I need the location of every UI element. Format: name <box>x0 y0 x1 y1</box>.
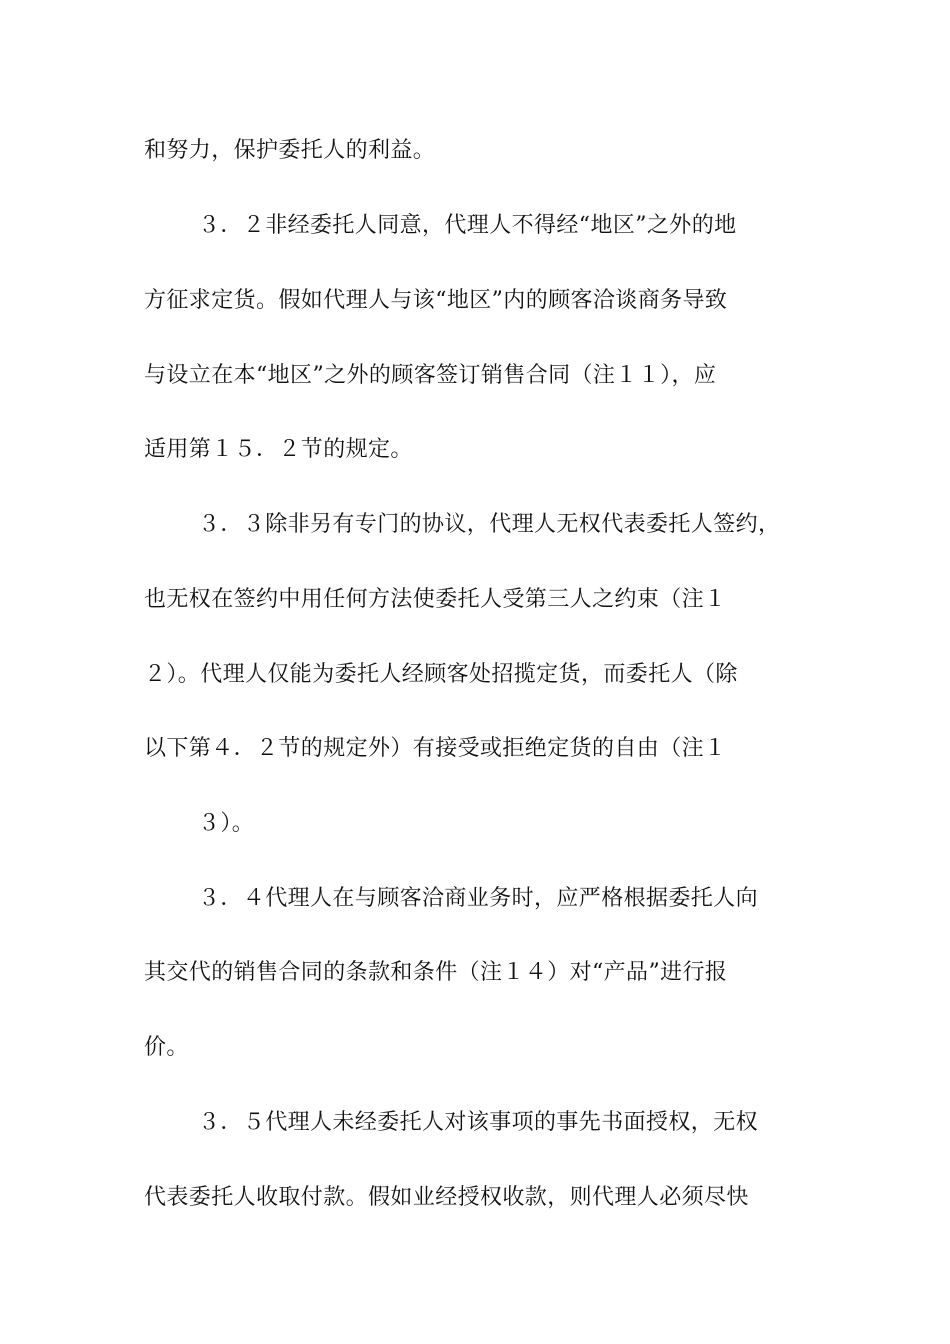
text-line: 和努力，保护委托人的利益。 <box>144 138 436 163</box>
section-3-3-heading-line: ３．３除非另有专门的协议，代理人无权代表委托人签约， <box>198 512 781 537</box>
text-line: 价。 <box>144 1035 189 1060</box>
text-line: ２）。代理人仅能为委托人经顾客处招揽定货，而委托人（除 <box>144 662 738 687</box>
text-line: 适用第１５．２节的规定。 <box>144 437 413 462</box>
text-line: 与设立在本“地区”之外的顾客签订销售合同（注１１），应 <box>144 363 717 388</box>
section-3-5-heading-line: ３．５代理人未经委托人对该事项的事先书面授权，无权 <box>198 1110 759 1135</box>
text-line: 也无权在签约中用任何方法使委托人受第三人之约束（注１ <box>144 587 727 612</box>
text-line: 方征求定货。假如代理人与该“地区”内的顾客洽谈商务导致 <box>144 288 728 313</box>
section-3-2-heading-line: ３．２非经委托人同意，代理人不得经“地区”之外的地 <box>198 213 737 238</box>
text-line: 以下第４．２节的规定外）有接受或拒绝定货的自由（注１ <box>144 736 727 761</box>
text-line: 代表委托人收取付款。假如业经授权收款，则代理人必须尽快 <box>144 1185 749 1210</box>
text-line: 其交代的销售合同的条款和条件（注１４）对“产品”进行报 <box>144 960 728 985</box>
section-3-4-heading-line: ３．４代理人在与顾客洽商业务时，应严格根据委托人向 <box>198 886 759 911</box>
text-line: ３）。 <box>198 811 255 836</box>
